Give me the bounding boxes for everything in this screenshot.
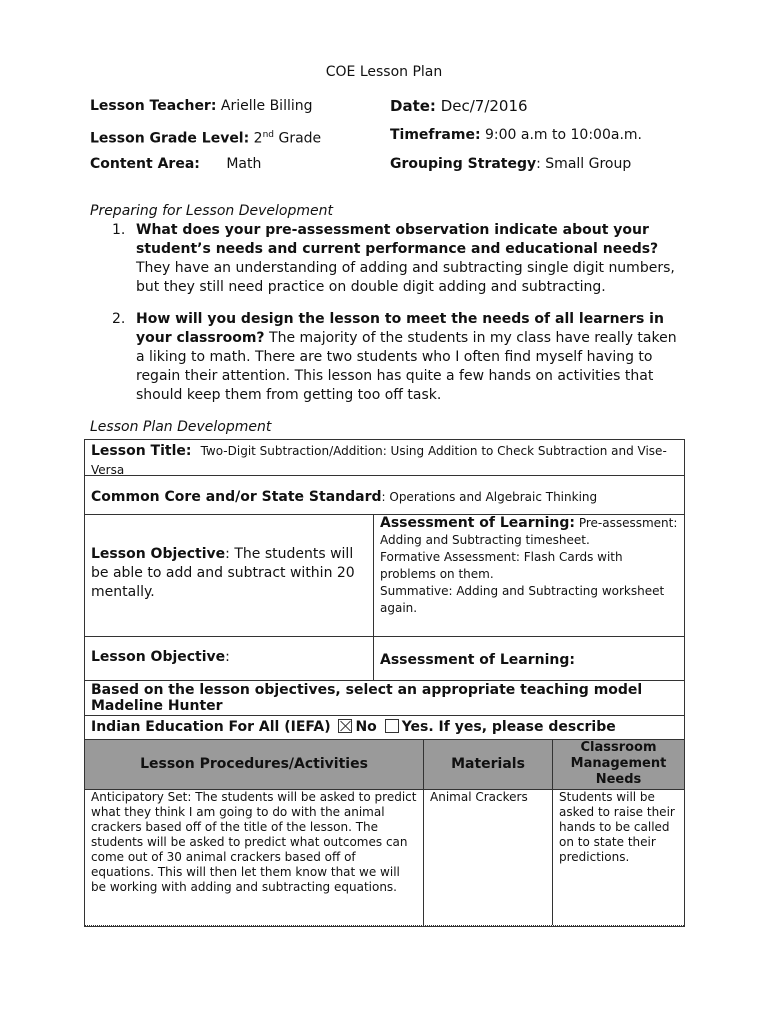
date-line (390, 97, 528, 115)
question-1-number: 1. (112, 222, 126, 238)
iefa-yes-checkbox[interactable] (385, 719, 399, 733)
question-1-answer: They have an understanding of adding and subtracting single digit numbers, but they still need practice on double digit adding and subtracting. (136, 260, 675, 295)
timeframe-value: 9:00 a.m to 10:00a.m. (485, 127, 642, 143)
assessment2-label: Assessment of Learning: (380, 652, 575, 668)
question-1 (112, 221, 677, 297)
lesson-title-row (85, 440, 684, 476)
question-2-number: 2. (112, 311, 126, 327)
objective-cell (85, 545, 373, 602)
objective2-label: Lesson Objective (91, 649, 226, 665)
procedures-header: Lesson Procedures/Activities (140, 756, 368, 772)
document-title: COE Lesson Plan (325, 64, 443, 80)
teaching-model-value: Madeline Hunter (91, 698, 223, 714)
question-2-answer: The majority of the students in my class have really taken a liking to math. There are two students who I often find myself having to regain their attention. This lesson has quite a few hands on activities that should keep them from getting too off task. (136, 330, 677, 403)
grade-word: Grade (278, 130, 322, 147)
management-text: Students will be asked to raise their hands to be called on to state their predictions. (559, 790, 675, 864)
assessment-formative: Formative Assessment: Flash Cards with problems on them. (380, 550, 623, 581)
iefa-row (85, 716, 684, 740)
preparing-heading: Preparing for Lesson Development (90, 203, 333, 219)
question-2 (112, 310, 677, 405)
objective-label: Lesson Objective (91, 546, 226, 562)
management-header: Classroom Management Needs (570, 740, 667, 787)
content-label: Content Area: (90, 156, 200, 172)
timeframe-label: Timeframe: (390, 127, 481, 143)
teacher-line (90, 97, 313, 115)
teacher-value: Arielle Billing (220, 98, 313, 114)
standard-label: Common Core and/or State Standard (91, 489, 382, 505)
materials-text: Animal Crackers (430, 790, 528, 804)
materials-header: Materials (451, 756, 525, 772)
objective2-row (85, 637, 684, 681)
grade-label: Lesson Grade Level: (90, 130, 250, 147)
lesson-plan-table (84, 439, 685, 927)
lesson-title-value: Two-Digit Subtraction/Addition: Using Addition to Check Subtraction and Vise-Versa (91, 444, 667, 477)
objective-assessment-row (85, 515, 684, 637)
question-1-text: What does your pre-assessment observation indicate about your student’s needs and current performance and educational needs? (136, 222, 659, 257)
objective-value: : The students will be able to add and subtract within 20 mentally. (91, 546, 355, 600)
grade-number: 2 (253, 130, 263, 147)
grade-suffix: nd (262, 130, 275, 140)
date-label: Date: (390, 97, 436, 115)
iefa-no-checkbox[interactable] (338, 719, 352, 733)
assessment-pre: Pre-assessment: Adding and Subtracting timesheet. (380, 516, 678, 547)
iefa-label: Indian Education For All (IEFA) (91, 719, 331, 735)
grouping-label: Grouping Strategy (390, 156, 537, 172)
teaching-model-prompt: Based on the lesson objectives, select an appropriate teaching model (91, 682, 643, 698)
assessment-cell (374, 515, 684, 617)
plan-heading: Lesson Plan Development (90, 419, 272, 435)
grouping-value: : Small Group (536, 156, 632, 172)
question-2-text: How will you design the lesson to meet the needs of all learners in your classroom? (136, 311, 664, 346)
teacher-label: Lesson Teacher: (90, 98, 217, 114)
assessment-summative: Summative: Adding and Subtracting worksheet again. (380, 584, 665, 615)
lesson-title-label: Lesson Title: (91, 443, 192, 459)
grade-line (90, 126, 321, 148)
content-line (90, 155, 261, 173)
procedures-header-row (85, 740, 684, 790)
objective2-value: : (225, 649, 230, 665)
assessment-label: Assessment of Learning: (380, 515, 575, 531)
grouping-line (390, 155, 631, 173)
procedures-body-row (85, 790, 684, 926)
iefa-no-label: No (355, 719, 377, 735)
standard-value: : Operations and Algebraic Thinking (381, 490, 598, 504)
teaching-model-row (85, 681, 684, 716)
timeframe-line (390, 126, 642, 144)
date-value: Dec/7/2016 (440, 97, 528, 115)
standard-row (85, 476, 684, 515)
procedures-text: Anticipatory Set: The students will be asked to predict what they think I am going to do with the animal crackers based off of the title of the lesson. The students will be asked to predict what outcomes can come out of 30 animal crackers based off of equations. This will then let them know that we will be working with adding and subtracting equations. (91, 790, 417, 894)
iefa-yes-label: Yes. If yes, please describe (401, 719, 616, 735)
content-value: Math (226, 156, 262, 172)
